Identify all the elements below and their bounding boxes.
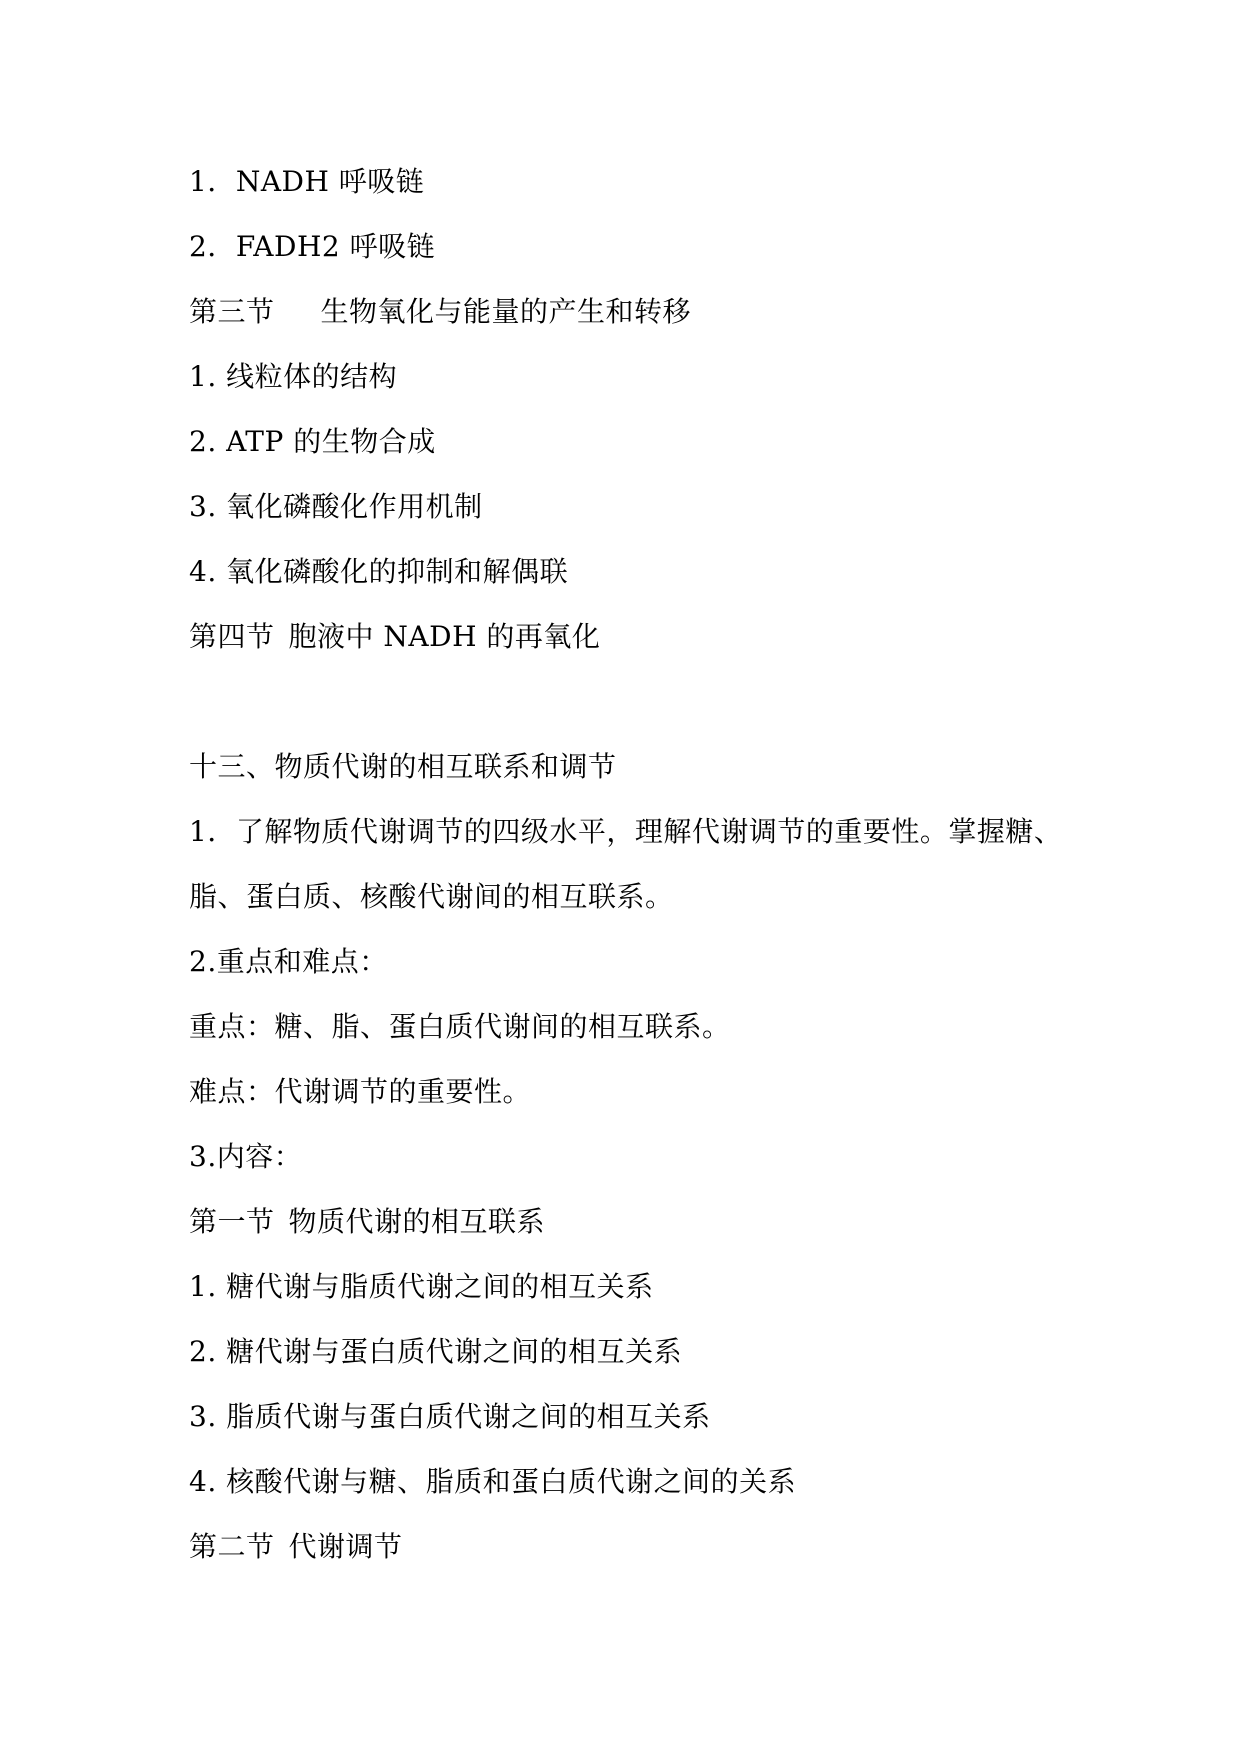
paragraph-line: 脂、蛋白质、核酸代谢间的相互联系。 bbox=[189, 880, 674, 913]
subheading: 2.重点和难点： bbox=[189, 945, 388, 978]
section-title: 物质代谢的相互联系 bbox=[288, 1205, 546, 1238]
list-item: 2. ATP 的生物合成 bbox=[189, 425, 436, 458]
section-heading-2 bbox=[189, 1529, 403, 1565]
list-item: 4. 核酸代谢与糖、脂质和蛋白质代谢之间的关系 bbox=[189, 1465, 797, 1498]
list-item: 1. 糖代谢与脂质代谢之间的相互关系 bbox=[189, 1270, 654, 1303]
section-title: 生物氧化与能量的产生和转移 bbox=[320, 295, 692, 328]
key-point-line: 重点：糖、脂、蛋白质代谢间的相互联系。 bbox=[189, 1010, 731, 1043]
list-item: 3. 氧化磷酸化作用机制 bbox=[189, 490, 483, 523]
item-fadh2-chain: 2．FADH2 呼吸链 bbox=[189, 230, 436, 263]
list-item: 1. 线粒体的结构 bbox=[189, 360, 398, 393]
section-number: 第四节 bbox=[189, 620, 275, 653]
list-item: 2. 糖代谢与蛋白质代谢之间的相互关系 bbox=[189, 1335, 683, 1368]
paragraph-line: 1．了解物质代谢调节的四级水平，理解代谢调节的重要性。掌握糖、 bbox=[189, 815, 1063, 848]
list-item: 4. 氧化磷酸化的抑制和解偶联 bbox=[189, 555, 569, 588]
section-number: 第二节 bbox=[189, 1530, 275, 1563]
item-nadh-chain: 1．NADH 呼吸链 bbox=[189, 165, 425, 198]
list-item: 3. 脂质代谢与蛋白质代谢之间的相互关系 bbox=[189, 1400, 711, 1433]
subheading: 3.内容： bbox=[189, 1140, 303, 1173]
chapter-heading: 十三、物质代谢的相互联系和调节 bbox=[189, 750, 617, 783]
section-heading-4 bbox=[189, 619, 600, 655]
section-number: 第三节 bbox=[189, 295, 275, 328]
section-heading-3 bbox=[189, 294, 691, 330]
section-number: 第一节 bbox=[189, 1205, 275, 1238]
section-title: 代谢调节 bbox=[288, 1530, 403, 1563]
section-heading-1 bbox=[189, 1204, 545, 1240]
difficulty-line: 难点：代谢调节的重要性。 bbox=[189, 1075, 532, 1108]
section-title: 胞液中 NADH 的再氧化 bbox=[288, 620, 601, 653]
